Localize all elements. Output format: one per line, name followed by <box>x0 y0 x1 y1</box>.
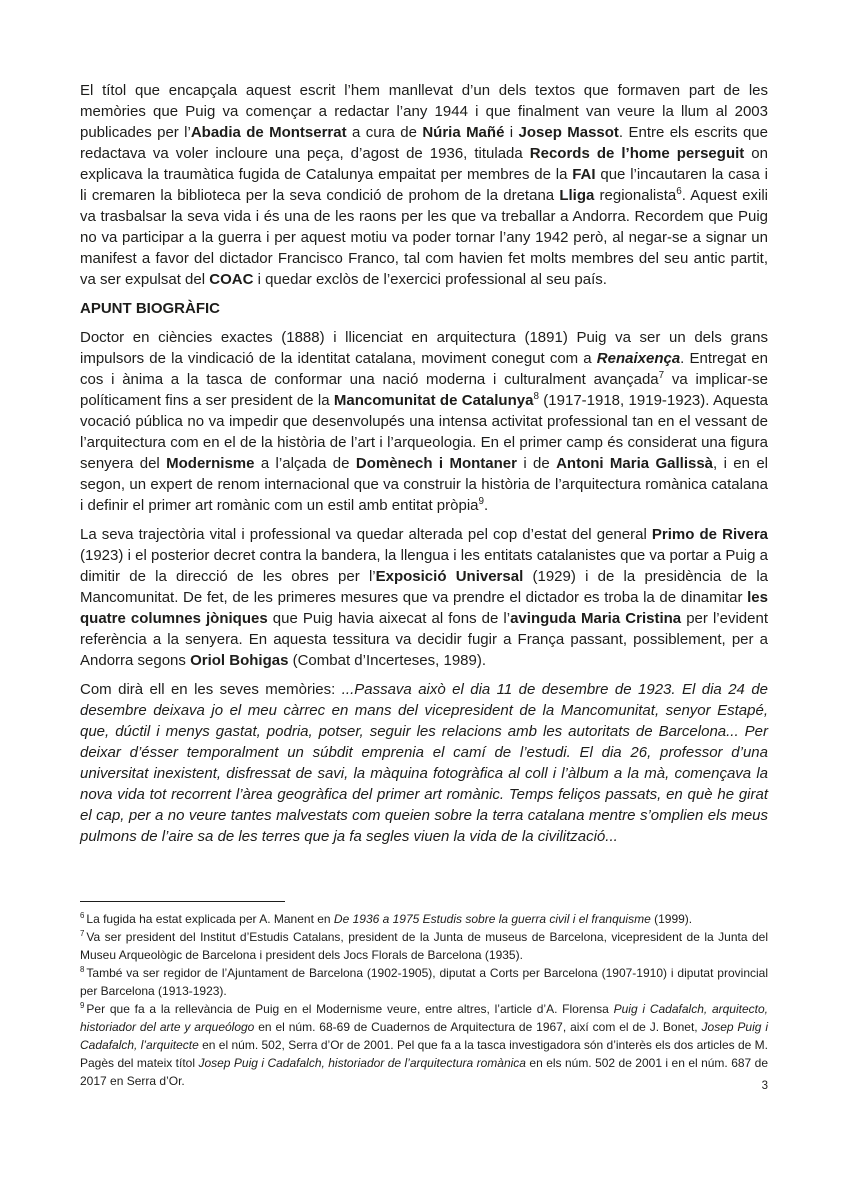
text-run: . Entregat en cos i ànima a la tasca de conformar una nació moderna i culturalment avançada <box>80 350 768 388</box>
text-run: El títol que encapçala aquest escrit l’hem manllevat d’un dels textos que formaven part de les memòries que Puig va començar a redactar l’any 1944 i que finalment van veure la llum al 2003 publicades per l’ <box>80 82 768 141</box>
text-run: . <box>484 497 489 514</box>
text-run: Lliga <box>559 187 595 204</box>
text-run: Oriol Bohigas <box>190 652 289 669</box>
text-run: i <box>504 124 519 141</box>
text-run: per l’evident referència a la senyera. En aquesta tessitura va decidir fugir a França passant, possiblement, per a Andorra segons <box>80 610 768 669</box>
footnote-reference: 9 <box>478 496 484 507</box>
page-number: 3 <box>761 1080 768 1092</box>
text-run: Josep Massot <box>518 124 619 141</box>
text-run: (1917-1918, 1919-1923). Aquesta vocació pública no va impedir que desenvolupés una intensa activitat professional tan en el vessant de l’arquitectura com en el de la història de l’art i l’arqueologia. En el primer camp és considerat una figura senyera del <box>80 392 768 472</box>
text-run: Primo de Rivera <box>651 526 768 543</box>
text-run: on explicava la traumàtica fugida de Catalunya empaitat per membres de la <box>80 145 768 183</box>
footnote-area <box>80 901 768 1090</box>
text-run: . Entre els escrits que redactava va voler incloure una peça, d’agost de 1936, titulada <box>80 124 768 162</box>
text-run: La seva trajectòria vital i professional va quedar alterada pel cop d’estat del general <box>80 526 652 543</box>
text-run: en el núm. 502, Serra d’Or de 2001. Pel que fa a la tasca investigadora són d’interès els dos articles de M. Pagès del mateix títol <box>80 1038 768 1070</box>
text-run: Antoni Maria Gallissà <box>556 455 714 472</box>
text-run: que l’incautaren la casa i li cremaren la biblioteca per la seva condició de prohom de la dretana <box>80 166 768 204</box>
text-run: Va ser president del Institut d’Estudis Catalans, president de la Junta de museus de Barcelona, vicepresident de la Junta del Museu Arqueològic de Barcelona i president dels Jocs Florals de Barcelona (1935). <box>80 930 768 962</box>
body-paragraph <box>80 327 768 516</box>
text-run: (1923) i el posterior decret contra la bandera, la llengua i les entitats catalanistes que va portar a Puig a dimitir de la direcció de les obres per l’ <box>80 547 768 585</box>
text-run: Josep Puig i Cadafalch, historiador de l’arquitectura romànica <box>198 1056 526 1070</box>
footnote-reference: 8 <box>533 391 539 402</box>
text-run: . Aquest exili va trasbalsar la seva vida i és una de les raons per les que va treballar a Andorra. Recordem que Puig no va participar a la guerra i per aquest motiu va poder tornar l’any 1942 però, al negar-se a signar un manifest a favor del dictador Francisco Franco, tal com havien fet molts membres del seu antic partit, va ser expulsat del <box>80 187 768 288</box>
text-run: ...Passava això el dia 11 de desembre de 1923. El dia 24 de desembre deixava jo el meu càrrec en mans del vicepresident de la Mancomunitat, senyor Estapé, que, dúctil i menys gastat, podria, potser, seguir les relacions amb les autoritats de Barcelona... Per deixar d’ésser temporalment un súbdit emprenia el camí de l’estudi. El dia 26, professor d’una universitat inexistent, disfressat de savi, la màquina fotogràfica al coll i l’àlbum a la mà, començava la nova vida tot recorrent l’àrea geogràfica del primer art romànic. Temps feliços passats, en què he girat el cap, per a no veure tantes malvestats com queien sobre la terra catalana mentre s’omplien els meus pulmons de l’aire sa de les terres que ja fa segles viuen la vida de la civilització... <box>80 681 768 845</box>
text-run: Puig i Cadafalch, arquitecto, historiador del arte y arqueólogo <box>80 1002 768 1034</box>
text-run: en el núm. 68-69 de Cuadernos de Arquitectura de 1967, així com el de J. Bonet, <box>254 1020 702 1034</box>
text-run: Mancomunitat de Catalunya <box>333 392 534 409</box>
text-run: Exposició Universal <box>375 568 524 585</box>
footnote <box>80 964 768 1000</box>
footnote-reference: 7 <box>658 370 665 381</box>
section-heading <box>80 298 768 319</box>
text-run: Doctor en ciències exactes (1888) i llicenciat en arquitectura (1891) Puig va ser un dels grans impulsors de la vindicació de la identitat catalana, moviment conegut com a <box>80 329 768 367</box>
footnote-number: 9 <box>80 1001 85 1010</box>
footnote-number: 8 <box>80 965 85 974</box>
text-run: que Puig havia aixecat al fons de l’ <box>267 610 511 627</box>
text-run: en els núm. 502 de 2001 i en el núm. 687 de 2017 en Serra d’Or. <box>80 1056 768 1088</box>
text-run: i quedar exclòs de l’exercici professional al seu país. <box>253 271 607 288</box>
body-paragraph <box>80 679 768 847</box>
text-run: FAI <box>572 166 596 183</box>
text-run: va implicar-se políticament fins a ser president de la <box>80 371 768 409</box>
text-run: a l’alçada de <box>254 455 356 472</box>
text-run: Per que fa a la rellevància de Puig en el Modernisme veure, entre altres, l’article d’A. Florensa <box>86 1002 614 1016</box>
text-run: Renaixença <box>596 350 681 367</box>
text-run: La fugida ha estat explicada per A. Manent en <box>86 912 334 926</box>
footnote-separator <box>80 901 285 902</box>
text-run: APUNT BIOGRÀFIC <box>80 300 220 317</box>
text-run: les quatre columnes jòniques <box>80 589 768 627</box>
text-run: També va ser regidor de l’Ajuntament de Barcelona (1902-1905), diputat a Corts per Barcelona (1907-1910) i diputat provincial per Barcelona (1913-1923). <box>80 966 768 998</box>
text-run: Domènech i Montaner <box>355 455 517 472</box>
text-run: Josep Puig i Cadafalch, l’arquitecte <box>80 1020 769 1052</box>
text-run: (1999). <box>650 912 693 926</box>
footnote-number: 6 <box>80 911 85 920</box>
text-run: i de <box>516 455 557 472</box>
text-run: (Combat d’Incerteses, 1989). <box>288 652 487 669</box>
text-run: De 1936 a 1975 Estudis sobre la guerra civil i el franquisme <box>333 912 651 926</box>
text-run: Abadia de Montserrat <box>190 124 347 141</box>
text-run: (1929) i de la presidència de la Mancomunitat. De fet, de les primeres mesures que va prendre el dictador es troba la de dinamitar <box>80 568 768 606</box>
text-run: regionalista <box>594 187 677 204</box>
footnote <box>80 928 768 964</box>
text-run: avinguda Maria Cristina <box>510 610 682 627</box>
text-run: Records de l’home perseguit <box>529 145 745 162</box>
footnote <box>80 910 768 928</box>
page-body-text <box>80 80 768 855</box>
footnote-reference: 6 <box>676 186 682 197</box>
body-paragraph <box>80 80 768 290</box>
text-run: Núria Mañé <box>422 124 505 141</box>
footnote-list <box>80 910 768 1090</box>
text-run: COAC <box>209 271 254 288</box>
text-run: Com dirà ell en les seves memòries: <box>80 681 342 698</box>
text-run: , i en el segon, un expert de renom internacional que va construir la història de l’arquitectura romànica catalana i definir el primer art romànic com un estil amb entitat pròpia <box>80 455 768 514</box>
text-run: a cura de <box>346 124 423 141</box>
footnote <box>80 1000 768 1090</box>
body-paragraph <box>80 524 768 671</box>
text-run: Modernisme <box>166 455 255 472</box>
footnote-number: 7 <box>80 929 85 938</box>
